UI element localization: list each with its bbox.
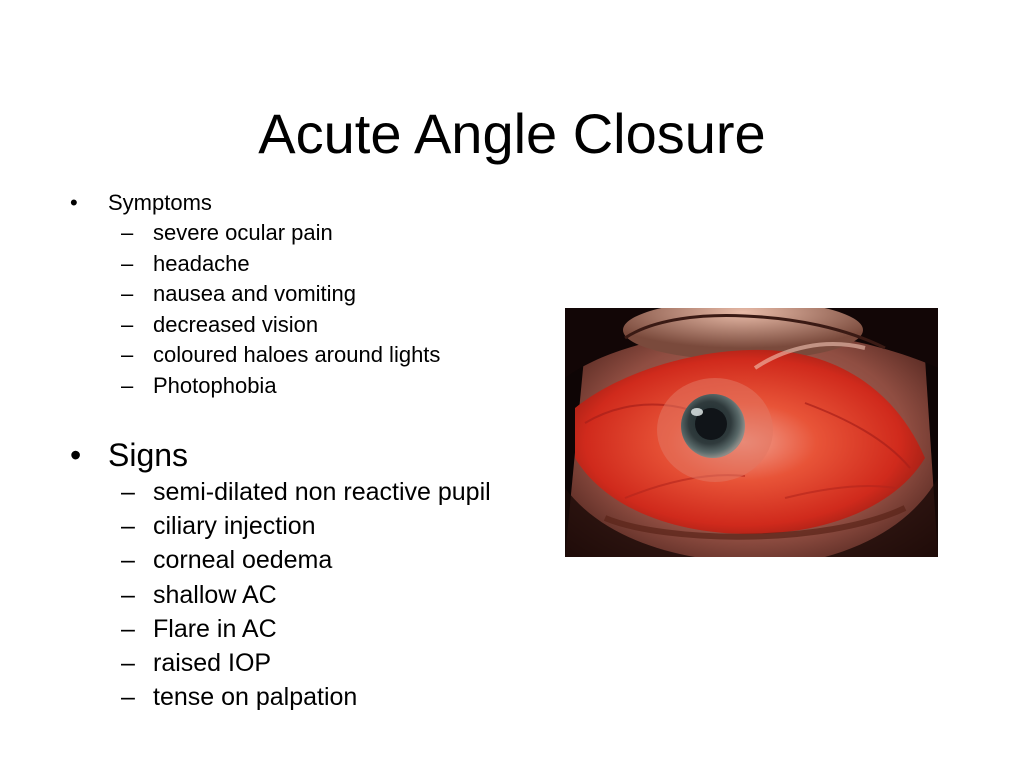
symptom-item: severe ocular pain <box>153 220 333 245</box>
sign-item: shallow AC <box>153 580 277 609</box>
symptom-item: nausea and vomiting <box>153 281 357 307</box>
eye-photo <box>565 308 938 557</box>
sign-item: raised IOP <box>153 648 272 677</box>
slide-title: Acute Angle Closure <box>258 102 766 165</box>
symptom-item: coloured haloes around lights <box>153 342 441 368</box>
bullet-icon: • <box>70 190 78 215</box>
dash-icon: – <box>121 512 135 541</box>
signs-heading: Signs <box>108 437 189 473</box>
symptom-item: headache <box>153 250 250 276</box>
symptoms-heading: Symptoms <box>108 190 212 215</box>
dash-icon: – <box>121 478 135 506</box>
dash-icon: – <box>121 342 134 368</box>
sign-item: ciliary injection <box>153 512 316 541</box>
dash-icon: – <box>121 281 134 307</box>
sign-item: semi-dilated non reactive pupil <box>153 478 491 506</box>
sign-item: tense on palpation <box>153 683 358 712</box>
dash-icon: – <box>121 614 135 643</box>
dash-icon: – <box>121 546 135 575</box>
dash-icon: – <box>121 220 134 245</box>
dash-icon: – <box>121 372 134 398</box>
bullet-icon: • <box>70 437 82 473</box>
sign-item: corneal oedema <box>153 546 333 575</box>
dash-icon: – <box>121 250 134 276</box>
dash-icon: – <box>121 648 135 677</box>
dash-icon: – <box>121 683 135 712</box>
sign-item: Flare in AC <box>153 614 277 643</box>
symptom-item: decreased vision <box>153 311 319 337</box>
dash-icon: – <box>121 580 135 609</box>
symptom-item: Photophobia <box>153 372 277 398</box>
dash-icon: – <box>121 311 134 337</box>
